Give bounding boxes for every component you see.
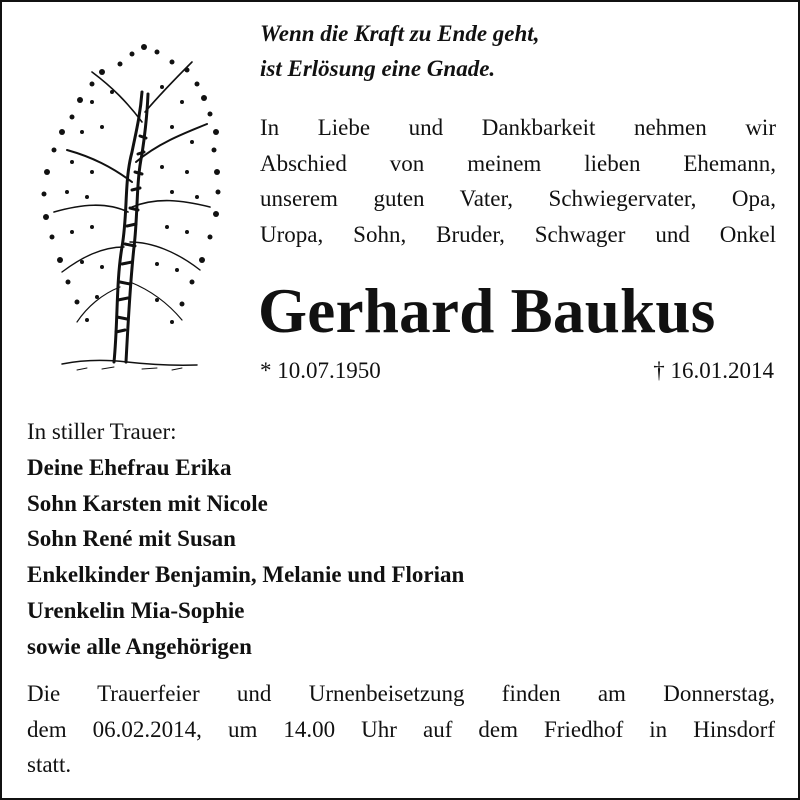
motto-line: Wenn die Kraft zu Ende geht, (260, 21, 540, 46)
funeral-details (27, 676, 775, 783)
deceased-name: Gerhard Baukus (258, 276, 716, 346)
intro-line: unserem guten Vater, Schwiegervater, Opa, (260, 186, 776, 211)
mourner-entry: Sohn Karsten mit Nicole (27, 490, 268, 516)
intro-line: Abschied von meinem lieben Ehemann, (260, 150, 776, 176)
mourners-heading: In stiller Trauer: (27, 419, 177, 444)
mourners-list (27, 414, 464, 665)
intro-line: In Liebe und Dankbarkeit nehmen wir (260, 115, 776, 140)
life-dates (260, 354, 774, 388)
funeral-line: dem 06.02.2014, um 14.00 Uhr auf dem Friedhof in Hinsdorf (27, 716, 775, 742)
mourner-entry: Enkelkinder Benjamin, Melanie und Florian (27, 562, 465, 588)
motto-verse (260, 16, 539, 86)
intro-paragraph (260, 110, 776, 252)
mourner-entry: Urenkelin Mia-Sophie (27, 597, 245, 623)
motto-line: ist Erlösung eine Gnade. (260, 56, 496, 81)
intro-line: Uropa, Sohn, Bruder, Schwager und Onkel (260, 221, 776, 247)
mourner-entry: Deine Ehefrau Erika (27, 454, 232, 480)
funeral-line: statt. (27, 752, 72, 777)
funeral-line: Die Trauerfeier und Urnenbeisetzung finden am Donnerstag, (27, 681, 775, 706)
mourner-entry: Sohn René mit Susan (27, 526, 236, 552)
mourner-entry: sowie alle Angehörigen (27, 633, 252, 659)
birch-tree-icon (32, 32, 222, 382)
birth-date: * 10.07.1950 (260, 358, 381, 383)
death-date: † 16.01.2014 (653, 358, 774, 383)
